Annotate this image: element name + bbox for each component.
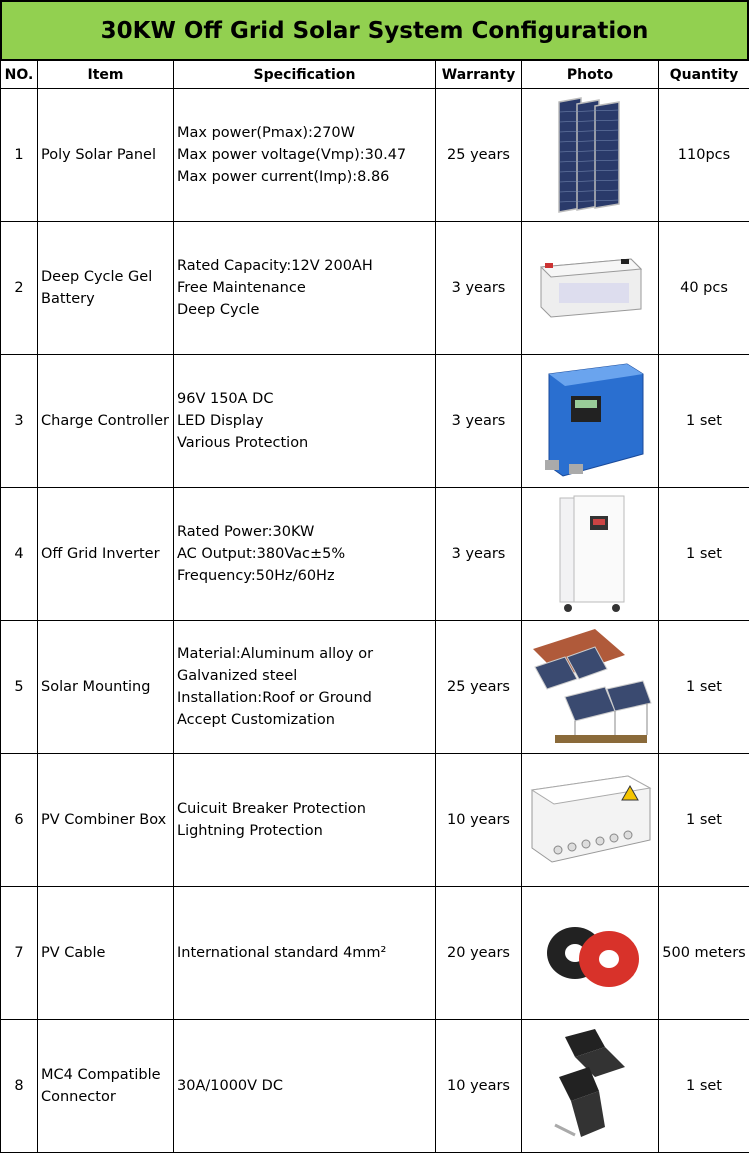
item-name: PV Combiner Box bbox=[38, 754, 174, 887]
solar-panel-photo bbox=[522, 89, 659, 222]
table-row bbox=[1, 1020, 749, 1153]
quantity: 1 set bbox=[659, 621, 749, 754]
item-name: PV Cable bbox=[38, 887, 174, 1020]
connector-photo bbox=[522, 1020, 659, 1153]
spec-line: Rated Power:30KW bbox=[177, 524, 315, 540]
spec-line: 96V 150A DC bbox=[177, 391, 274, 407]
inverter-photo bbox=[522, 488, 659, 621]
spec-line: Galvanized steel bbox=[177, 668, 298, 684]
header-quantity: Quantity bbox=[659, 61, 749, 89]
spec-line: Various Protection bbox=[177, 435, 309, 451]
table-row bbox=[1, 488, 749, 621]
spec-line: 30A/1000V DC bbox=[177, 1078, 283, 1094]
warranty: 10 years bbox=[436, 754, 522, 887]
spec-line: Free Maintenance bbox=[177, 280, 306, 296]
item-name: Solar Mounting bbox=[38, 621, 174, 754]
item-name: Deep Cycle Gel Battery bbox=[38, 222, 174, 355]
spec-line: Lightning Protection bbox=[177, 823, 323, 839]
header-photo: Photo bbox=[522, 61, 659, 89]
row-number: 8 bbox=[1, 1020, 38, 1153]
header-row bbox=[1, 61, 749, 89]
warranty: 3 years bbox=[436, 488, 522, 621]
quantity: 1 set bbox=[659, 754, 749, 887]
spec-line: Accept Customization bbox=[177, 712, 335, 728]
configuration-table bbox=[0, 60, 749, 1153]
specification bbox=[174, 222, 436, 355]
table-row bbox=[1, 355, 749, 488]
spec-line: Cuicuit Breaker Protection bbox=[177, 801, 366, 817]
row-number: 3 bbox=[1, 355, 38, 488]
spec-line: Deep Cycle bbox=[177, 302, 260, 318]
combiner-box-photo bbox=[522, 754, 659, 887]
header-specification: Specification bbox=[174, 61, 436, 89]
row-number: 7 bbox=[1, 887, 38, 1020]
row-number: 6 bbox=[1, 754, 38, 887]
spec-line: Material:Aluminum alloy or bbox=[177, 646, 374, 662]
warranty: 25 years bbox=[436, 89, 522, 222]
specification bbox=[174, 355, 436, 488]
quantity: 1 set bbox=[659, 355, 749, 488]
spec-line: International standard 4mm² bbox=[177, 945, 387, 961]
specification bbox=[174, 89, 436, 222]
page-title: 30KW Off Grid Solar System Configuration bbox=[0, 0, 749, 61]
table-row bbox=[1, 222, 749, 355]
item-name: MC4 Compatible Connector bbox=[38, 1020, 174, 1153]
table-row bbox=[1, 754, 749, 887]
header-no: NO. bbox=[1, 61, 38, 89]
table-row bbox=[1, 887, 749, 1020]
header-item: Item bbox=[38, 61, 174, 89]
spec-line: Max power(Pmax):270W bbox=[177, 125, 355, 141]
warranty: 20 years bbox=[436, 887, 522, 1020]
table-row bbox=[1, 89, 749, 222]
header-warranty: Warranty bbox=[436, 61, 522, 89]
specification bbox=[174, 1020, 436, 1153]
warranty: 10 years bbox=[436, 1020, 522, 1153]
row-number: 2 bbox=[1, 222, 38, 355]
row-number: 5 bbox=[1, 621, 38, 754]
quantity: 40 pcs bbox=[659, 222, 749, 355]
warranty: 3 years bbox=[436, 222, 522, 355]
spec-line: Frequency:50Hz/60Hz bbox=[177, 568, 335, 584]
spec-line: Installation:Roof or Ground bbox=[177, 690, 372, 706]
spec-line: Max power voltage(Vmp):30.47 bbox=[177, 147, 407, 163]
row-number: 4 bbox=[1, 488, 38, 621]
item-name: Poly Solar Panel bbox=[38, 89, 174, 222]
spec-line: Max power current(Imp):8.86 bbox=[177, 169, 390, 185]
specification bbox=[174, 621, 436, 754]
quantity: 1 set bbox=[659, 488, 749, 621]
specification bbox=[174, 754, 436, 887]
spec-line: LED Display bbox=[177, 413, 264, 429]
controller-photo bbox=[522, 355, 659, 488]
warranty: 25 years bbox=[436, 621, 522, 754]
quantity: 500 meters bbox=[659, 887, 749, 1020]
quantity: 110pcs bbox=[659, 89, 749, 222]
item-name: Charge Controller bbox=[38, 355, 174, 488]
mounting-photo bbox=[522, 621, 659, 754]
row-number: 1 bbox=[1, 89, 38, 222]
specification bbox=[174, 488, 436, 621]
item-name: Off Grid Inverter bbox=[38, 488, 174, 621]
specification bbox=[174, 887, 436, 1020]
quantity: 1 set bbox=[659, 1020, 749, 1153]
warranty: 3 years bbox=[436, 355, 522, 488]
spec-line: AC Output:380Vac±5% bbox=[177, 546, 346, 562]
spec-line: Rated Capacity:12V 200AH bbox=[177, 258, 373, 274]
battery-photo bbox=[522, 222, 659, 355]
table-row bbox=[1, 621, 749, 754]
cable-photo bbox=[522, 887, 659, 1020]
